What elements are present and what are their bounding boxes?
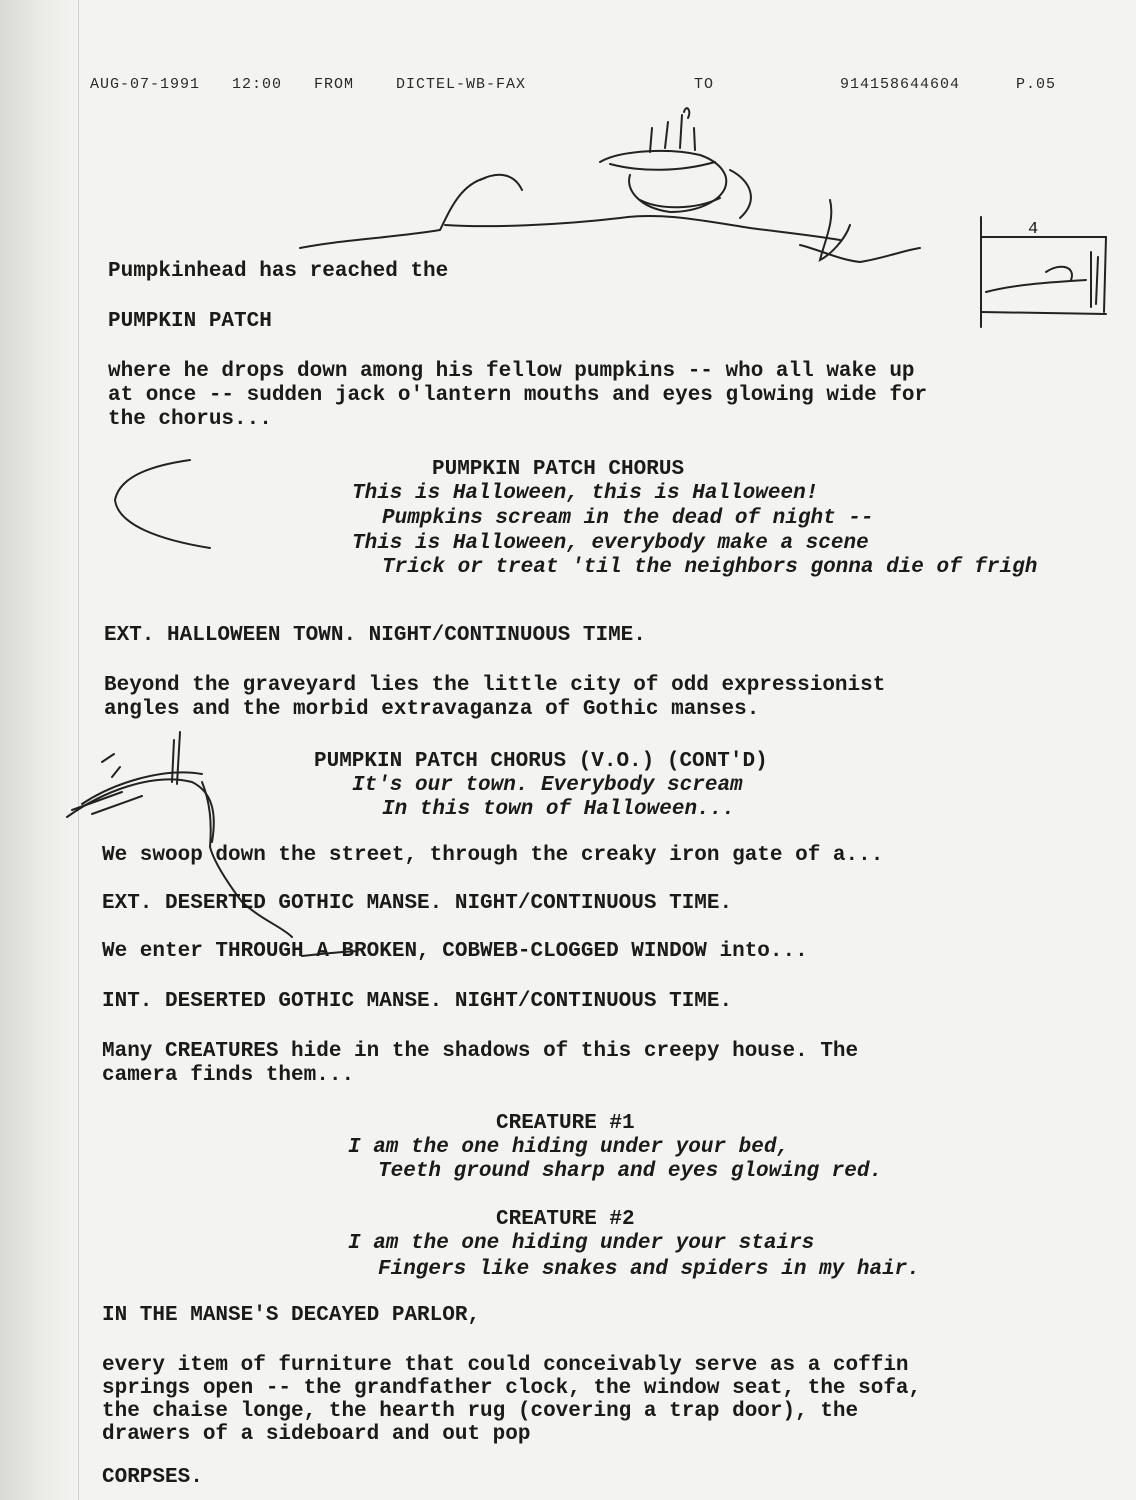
lyric-line: Trick or treat 'til the neighbors gonna die of frigh	[382, 556, 1038, 579]
action-text: where he drops down among his fellow pumpkins -- who all wake up	[108, 360, 915, 383]
fax-date: AUG-07-1991	[90, 76, 201, 93]
character-name: CREATURE #2	[496, 1208, 635, 1231]
scene-heading: PUMPKIN PATCH	[108, 310, 272, 333]
action-text: the chaise longe, the hearth rug (covering a trap door), the	[102, 1400, 859, 1423]
fax-time: 12:00	[232, 76, 283, 93]
action-text: springs open -- the grandfather clock, the window seat, the sofa,	[102, 1377, 922, 1400]
lyric-line: Teeth ground sharp and eyes glowing red.	[378, 1160, 883, 1183]
action-line: We swoop down the street, through the creaky iron gate of a...	[102, 844, 884, 867]
storyboard-panel-number: 4	[1028, 220, 1039, 239]
fax-to-label: TO	[694, 76, 715, 93]
action-paragraph	[102, 1354, 921, 1446]
pumpkin-sketch-icon	[300, 100, 930, 280]
character-name: PUMPKIN PATCH CHORUS (V.O.) (CONT'D)	[314, 750, 768, 773]
lyric-line: I am the one hiding under your stairs	[348, 1232, 815, 1255]
action-text: Beyond the graveyard lies the little city of odd expressionist	[104, 674, 886, 697]
scene-heading: INT. DESERTED GOTHIC MANSE. NIGHT/CONTINUOUS TIME.	[102, 990, 733, 1013]
lyric-line: It's our town. Everybody scream	[352, 774, 743, 797]
action-text: camera finds them...	[102, 1064, 355, 1087]
action-paragraph	[104, 674, 885, 722]
lyric-line: This is Halloween, everybody make a scene	[352, 532, 869, 555]
scene-heading: EXT. HALLOWEEN TOWN. NIGHT/CONTINUOUS TIME.	[104, 624, 646, 647]
action-paragraph	[102, 1040, 858, 1088]
fax-from-label: FROM	[314, 76, 355, 93]
strikethrough-mark	[300, 948, 360, 962]
character-name: CREATURE #1	[496, 1112, 635, 1135]
fax-page-number: P.05	[1016, 76, 1057, 93]
lyric-line: Pumpkins scream in the dead of night --	[382, 507, 874, 530]
lyric-line: In this town of Halloween...	[382, 798, 735, 821]
fax-number: 914158644604	[840, 76, 961, 93]
action-text: at once -- sudden jack o'lantern mouths and eyes glowing wide for	[108, 384, 928, 407]
action-text: angles and the morbid extravaganza of Gothic manses.	[104, 698, 760, 721]
action-text: every item of furniture that could conceivably serve as a coffin	[102, 1354, 909, 1377]
scene-heading: CORPSES.	[102, 1466, 203, 1489]
lyric-line: This is Halloween, this is Halloween!	[352, 482, 819, 505]
fax-from: DICTEL-WB-FAX	[396, 76, 527, 93]
storyboard-panel-icon	[976, 212, 1116, 332]
action-paragraph	[108, 360, 927, 432]
action-text: the chorus...	[108, 408, 272, 431]
action-text: drawers of a sideboard and out pop	[102, 1423, 531, 1446]
character-name: PUMPKIN PATCH CHORUS	[432, 458, 685, 481]
lyric-line: I am the one hiding under your bed,	[348, 1136, 790, 1159]
bracket-sketch-icon	[100, 450, 220, 560]
scene-heading: IN THE MANSE'S DECAYED PARLOR,	[102, 1304, 481, 1327]
scene-heading: EXT. DESERTED GOTHIC MANSE. NIGHT/CONTINUOUS TIME.	[102, 892, 733, 915]
action-text: Many CREATURES hide in the shadows of this creepy house. The	[102, 1040, 859, 1063]
action-line: Pumpkinhead has reached the	[108, 260, 449, 283]
lyric-line: Fingers like snakes and spiders in my hair.	[378, 1258, 920, 1281]
action-line: We enter THROUGH A BROKEN, COBWEB-CLOGGED WINDOW into...	[102, 940, 808, 963]
